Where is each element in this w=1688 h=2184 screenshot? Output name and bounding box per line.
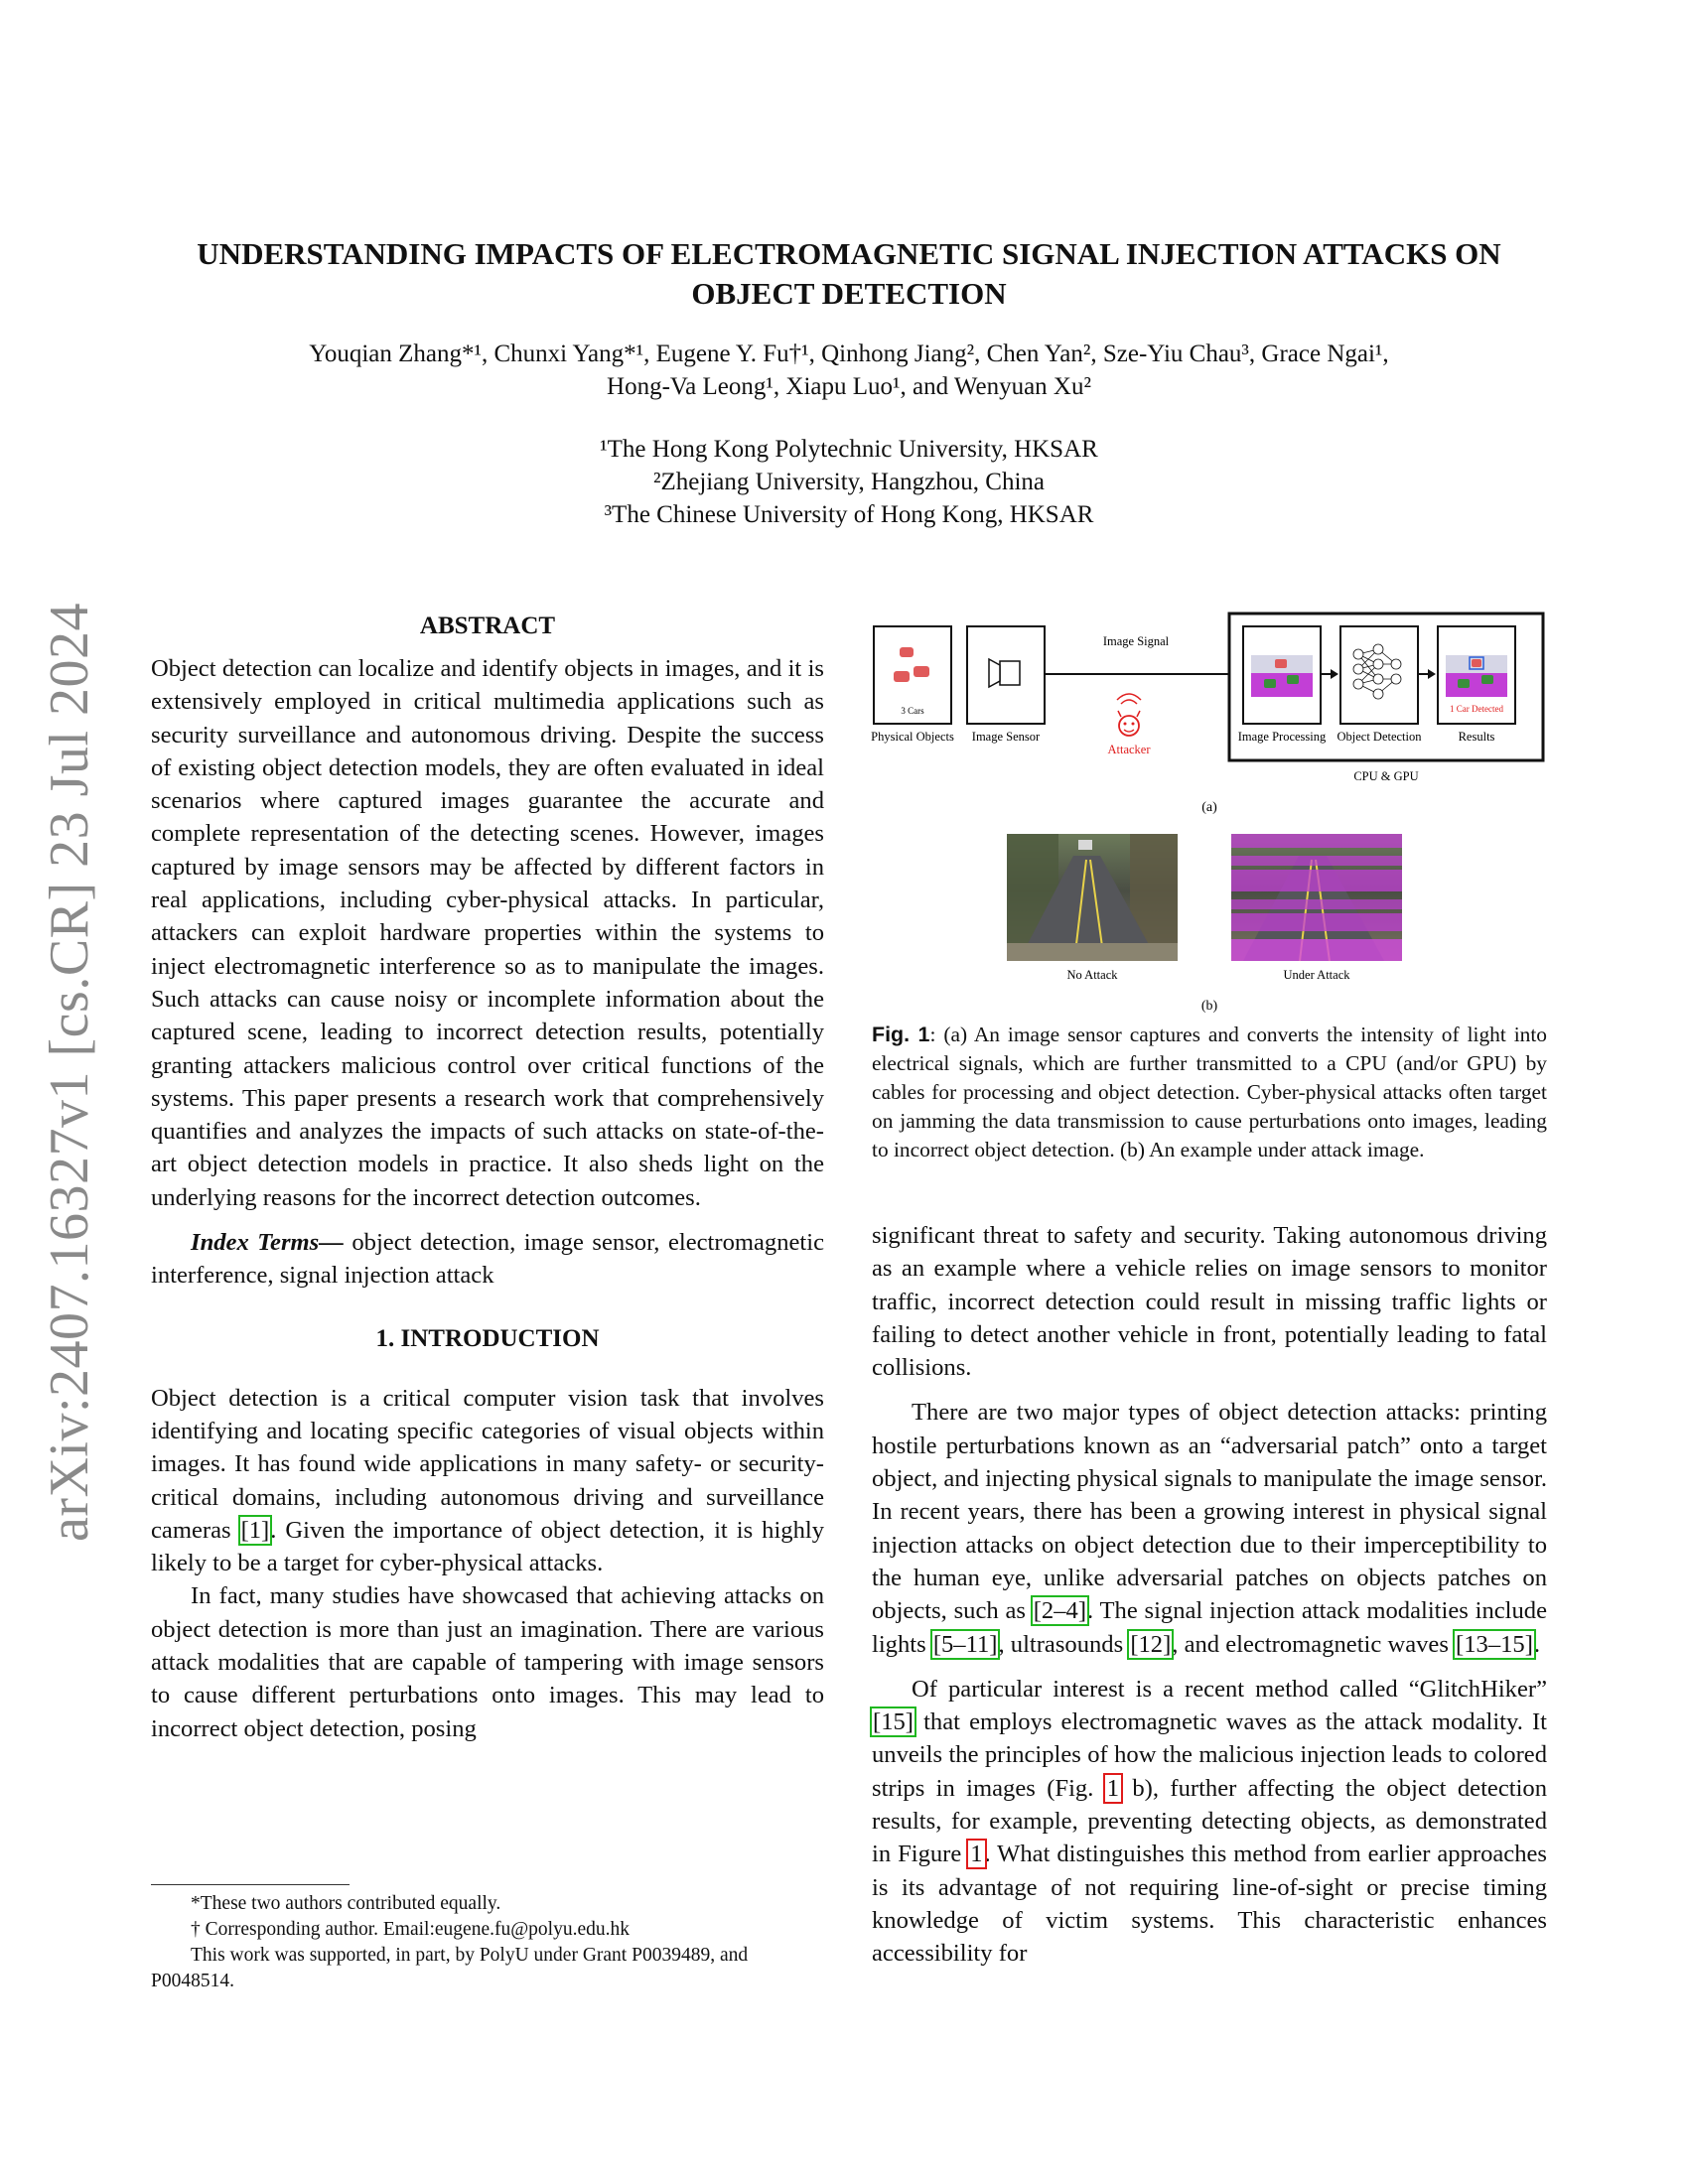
cpu-gpu-label: CPU & GPU [1353, 769, 1419, 783]
intro-paragraph-2: In fact, many studies have showcased that achieving attacks on object detection is more than just an imagination. There are various attack modalities that are capable of tampering with image sensors to cause different perturbations onto images. This may lead to incorrect object detection, posing [151, 1582, 824, 1742]
under-attack-label: Under Attack [1283, 968, 1350, 982]
car-icon-red [1472, 659, 1481, 667]
car-icon-red [1275, 659, 1287, 668]
results-label: Results [1458, 730, 1495, 744]
figure-link[interactable]: 1 [970, 1841, 983, 1868]
attacker-label: Attacker [1107, 743, 1151, 756]
intro-p1-text-a: Object detection is a critical computer vision task that involves identifying and locating specific categories of visual objects within images. It has found wide applications in many safety- or security-critical domains, including autonomous driving and surveillance cameras [151, 1384, 824, 1544]
under-attack-photo [1231, 834, 1402, 961]
index-terms-label: Index Terms— [191, 1229, 344, 1257]
car-icon-green [1458, 679, 1470, 688]
index-terms [151, 1226, 824, 1293]
subfigure-a-label: (a) [1201, 800, 1217, 815]
right-p3-text-b: that employs electromagnetic waves as the attack modality. It unveils the principles of how the malicious injection leads to colored strips in images (Fig. [872, 1708, 1547, 1802]
right-p3-text-c: b), further affecting the object detection results, for example, preventing detecting objects, as demonstrated in Figure [872, 1774, 1548, 1868]
footnote-corresponding-author: † Corresponding author. Email:eugene.fu@polyu.edu.hk [191, 1919, 630, 1940]
arxiv-identifier: arXiv:2407.16327v1 [cs.CR] 23 Jul 2024 [39, 602, 100, 1543]
author-list [139, 338, 1559, 403]
camera-icon [989, 659, 1020, 687]
intro-paragraph-1 [151, 1382, 824, 1580]
citation-link[interactable]: [13–15] [1456, 1630, 1533, 1658]
affiliation-3: ³The Chinese University of Hong Kong, HKSAR [604, 501, 1094, 528]
processed-image-strip [1251, 673, 1313, 697]
intro-p1-text-b: . Given the importance of object detection, it is highly likely to be a target for cyber-physical attacks. [151, 1516, 825, 1577]
right-paragraph-3 [872, 1673, 1547, 1971]
subfigure-b-label: (b) [1200, 999, 1218, 1014]
citation-link[interactable]: [12] [1130, 1630, 1172, 1658]
no-attack-photo [1007, 834, 1178, 961]
right-paragraph-2 [872, 1396, 1547, 1660]
caption-label: Fig. 1 [872, 1023, 930, 1046]
car-detected-label: 1 Car Detected [1450, 704, 1503, 714]
right-p2-text-c: , ultrasounds [998, 1630, 1130, 1658]
paper-title: UNDERSTANDING IMPACTS OF ELECTROMAGNETIC SIGNAL INJECTION ATTACKS ON OBJECT DETECTION [197, 236, 1501, 311]
right-column [872, 1219, 1547, 1971]
car-icon-green [1264, 679, 1276, 688]
attacker-icon [1117, 694, 1141, 736]
authors-line-1: Youqian Zhang*¹, Chunxi Yang*¹, Eugene Y. Fu†¹, Qinhong Jiang², Chen Yan², Sze-Yiu Chau³, Grace Ngai¹, [309, 341, 1389, 367]
affiliations [139, 433, 1559, 531]
left-column [151, 610, 824, 1745]
result-image-strip [1446, 673, 1507, 697]
citation-link[interactable]: [15] [873, 1708, 914, 1736]
arxiv-side-label [30, 596, 109, 1549]
index-terms-text: object detection, image sensor, electromagnetic interference, signal injection attack [151, 1229, 824, 1290]
right-p2-text-a: There are two major types of object detection attacks: printing hostile perturbations known as an “adversarial patch” onto a target object, and injecting physical signals to manipulate the image sensor. In recent years, there has been a growing interest in physical signal injection attacks on object detection due to their imperceptibility to the human eye, unlike adversarial patches on objects patches on objects, such as [872, 1399, 1547, 1625]
citation-link[interactable]: [2–4] [1033, 1597, 1087, 1625]
cars-count-label: 3 Cars [901, 706, 924, 716]
right-p2-text-d: , and electromagnetic waves [1172, 1630, 1456, 1658]
right-p3-text-d: . What distinguishes this method from earlier approaches is its advantage of not requiring line-of-sight or precise timing knowledge of victim systems. This characteristic enhances accessibility for [872, 1841, 1547, 1968]
footnote-equal-contribution: *These two authors contributed equally. [191, 1893, 501, 1914]
footnotes [151, 1884, 824, 1994]
abstract-heading: ABSTRACT [419, 613, 556, 639]
right-p3-text-a: Of particular interest is a recent method called “GlitchHiker” [912, 1675, 1547, 1703]
object-detection-label: Object Detection [1336, 730, 1422, 744]
image-processing-label: Image Processing [1237, 730, 1327, 744]
citation-link[interactable]: [1] [240, 1516, 270, 1544]
car-icon-green [1287, 675, 1299, 684]
figure-1-caption [872, 1021, 1547, 1164]
image-signal-label: Image Signal [1102, 634, 1170, 648]
caption-text: : (a) An image sensor captures and converts the intensity of light into electrical signals, which are further transmitted to a CPU (and/or GPU) by cables for processing and object detection. Cyber-physical attacks often target on jamming the data transmission to cause perturbations onto images, leading to incorrect object detection. (b) An example under attack image. [872, 1023, 1547, 1161]
introduction-heading: 1. INTRODUCTION [375, 1324, 600, 1352]
no-attack-label: No Attack [1066, 968, 1118, 982]
right-paragraph-1: significant threat to safety and security. Taking autonomous driving as an example where a vehicle relies on image sensors to monitor traffic, incorrect detection could result in missing traffic lights or failing to detect another vehicle in front, potentially leading to fatal collisions. [872, 1222, 1547, 1382]
right-p2-text-b: . The signal injection attack modalities include lights [872, 1597, 1548, 1658]
right-p2-text-e: . [1533, 1630, 1541, 1658]
affiliation-1: ¹The Hong Kong Polytechnic University, HKSAR [600, 436, 1098, 463]
abstract-text: Object detection can localize and identify objects in images, and it is extensively employed in critical multimedia applications such as security surveillance and autonomous driving. Despite the success of existing object detection models, they are often evaluated in ideal scenarios where captured images guarantee the accurate and complete representation of the detecting scenes. However, images captured by image sensors may be affected by different factors in real applications, including cyber-physical attacks. In particular, attackers can exploit hardware properties within the systems to inject electromagnetic interference so as to manipulate the images. Such attacks can cause noisy or incomplete information about the captured scene, leading to incorrect detection results, potentially granting attackers malicious control over critical functions of the systems. This paper presents a research work that comprehensively quantifies and analyzes the impacts of such attacks on state-of-the-art object detection models in practice. It also sheds light on the underlying reasons for the incorrect detection outcomes. [151, 655, 824, 1211]
authors-line-2: Hong-Va Leong¹, Xiapu Luo¹, and Wenyuan Xu² [607, 373, 1091, 400]
affiliation-2: ²Zhejiang University, Hangzhou, China [653, 469, 1045, 495]
image-sensor-label: Image Sensor [971, 730, 1041, 744]
figure-1-diagram [870, 610, 1549, 1021]
figure-link[interactable]: 1 [1106, 1774, 1120, 1802]
car-icon-green [1481, 675, 1493, 684]
footnote-funding: This work was supported, in part, by PolyU under Grant P0039489, and P0048514. [151, 1945, 749, 1991]
physical-objects-label: Physical Objects [871, 730, 954, 744]
footnote-rule [151, 1884, 350, 1885]
citation-link[interactable]: [5–11] [932, 1630, 998, 1658]
